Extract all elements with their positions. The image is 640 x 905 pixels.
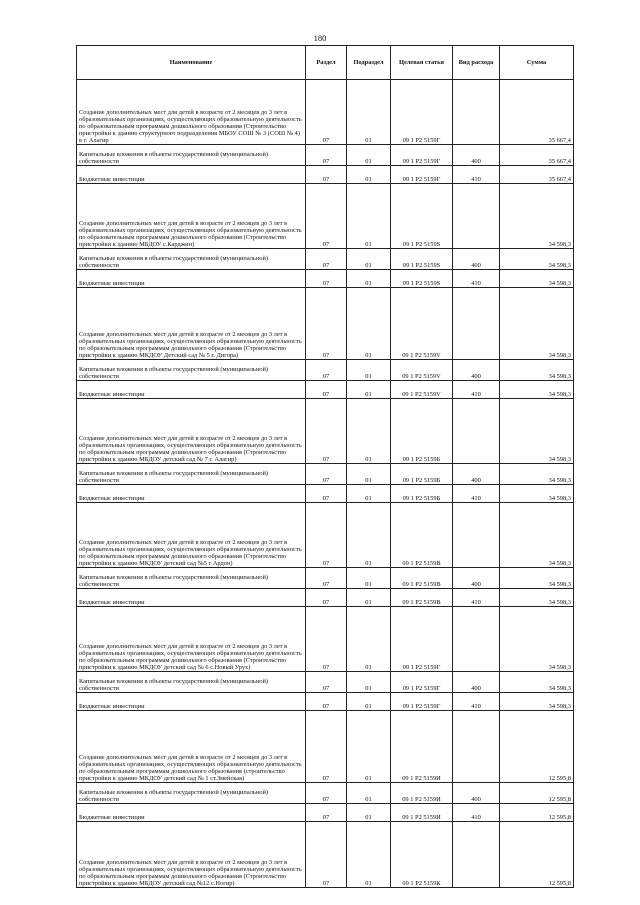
row-expense-type	[453, 822, 500, 888]
row-subsection: 01	[347, 607, 391, 672]
row-sum: 34 598,3	[500, 464, 574, 485]
row-sum: 34 598,3	[500, 249, 574, 270]
row-expense-type: 400	[453, 145, 500, 166]
table-row	[77, 783, 574, 804]
row-subsection: 01	[347, 485, 391, 503]
row-name: Создание дополнительных мест для детей в возрасте от 2 месяцев до 3 лет в образовательных организациях, осуществляющих образовательную деятельность по образовательным программам дошкольного образования (Строительство пристройки к зданию МКДОУ детский сад №5 г Ардон)	[77, 503, 306, 568]
row-target: 09 1 Р2 5159И	[391, 711, 453, 783]
table-row	[77, 145, 574, 166]
row-sum: 34 598,3	[500, 270, 574, 288]
row-subsection: 01	[347, 804, 391, 822]
row-expense-type	[453, 399, 500, 464]
row-section: 07	[306, 711, 347, 783]
row-sum: 12 595,8	[500, 783, 574, 804]
row-subsection: 01	[347, 270, 391, 288]
row-subsection: 01	[347, 166, 391, 184]
row-expense-type: 400	[453, 568, 500, 589]
row-subsection: 01	[347, 711, 391, 783]
table-row	[77, 80, 574, 145]
row-name: Бюджетные инвестиции	[77, 589, 306, 607]
row-sum: 34 598,3	[500, 672, 574, 693]
row-sum: 34 598,3	[500, 381, 574, 399]
row-target: 09 1 Р2 5159К	[391, 822, 453, 888]
row-section: 07	[306, 80, 347, 145]
row-sum: 12 595,8	[500, 711, 574, 783]
row-target: 09 1 Р2 5159Г	[391, 693, 453, 711]
row-expense-type: 400	[453, 249, 500, 270]
row-target: 09 1 Р2 5159В	[391, 568, 453, 589]
row-name: Капитальные вложения в объекты государственной (муниципальной) собственности	[77, 672, 306, 693]
row-subsection: 01	[347, 693, 391, 711]
table-row	[77, 672, 574, 693]
row-subsection: 01	[347, 399, 391, 464]
row-sum: 34 598,3	[500, 485, 574, 503]
row-section: 07	[306, 166, 347, 184]
table-row	[77, 166, 574, 184]
row-section: 07	[306, 485, 347, 503]
row-sum: 34 598,3	[500, 184, 574, 249]
table-row	[77, 568, 574, 589]
row-subsection: 01	[347, 503, 391, 568]
row-name: Создание дополнительных мест для детей в возрасте от 2 месяцев до 3 лет в образовательных организациях, осуществляющих образовательную деятельность по образовательным программам дошкольного образования (Строительство пристройки к зданию МКДОУ детский сад № 6 с.Новый Урух)	[77, 607, 306, 672]
table-row	[77, 607, 574, 672]
row-expense-type	[453, 80, 500, 145]
row-sum: 34 598,3	[500, 399, 574, 464]
budget-table	[76, 45, 574, 888]
row-target: 09 1 Р2 5159S	[391, 249, 453, 270]
table-row	[77, 503, 574, 568]
row-name: Капитальные вложения в объекты государственной (муниципальной) собственности	[77, 783, 306, 804]
row-section: 07	[306, 693, 347, 711]
row-subsection: 01	[347, 783, 391, 804]
table-row	[77, 589, 574, 607]
row-sum: 34 598,3	[500, 568, 574, 589]
row-expense-type: 410	[453, 589, 500, 607]
row-target: 09 1 Р2 5159Г	[391, 145, 453, 166]
row-section: 07	[306, 589, 347, 607]
row-target: 09 1 Р2 5159V	[391, 288, 453, 360]
row-expense-type	[453, 503, 500, 568]
row-section: 07	[306, 607, 347, 672]
table-row	[77, 288, 574, 360]
row-subsection: 01	[347, 145, 391, 166]
row-section: 07	[306, 288, 347, 360]
row-expense-type	[453, 711, 500, 783]
row-sum: 34 598,3	[500, 589, 574, 607]
table-row	[77, 399, 574, 464]
row-subsection: 01	[347, 464, 391, 485]
row-expense-type: 410	[453, 693, 500, 711]
row-section: 07	[306, 822, 347, 888]
row-expense-type: 400	[453, 360, 500, 381]
row-expense-type: 400	[453, 464, 500, 485]
table-row	[77, 804, 574, 822]
row-sum: 12 595,8	[500, 804, 574, 822]
table-row	[77, 464, 574, 485]
row-target: 09 1 Р2 5159Б	[391, 399, 453, 464]
row-section: 07	[306, 145, 347, 166]
row-name: Создание дополнительных мест для детей в возрасте от 2 месяцев до 3 лет в образовательных организациях, осуществляющих образовательную деятельность по образовательным программам дошкольного образования (Строительство пристройки к зданию МБДОУ детский сад №12 с.Ногир)	[77, 822, 306, 888]
row-sum: 34 598,3	[500, 288, 574, 360]
table-row	[77, 249, 574, 270]
page-number: 180	[313, 33, 327, 43]
row-expense-type: 410	[453, 381, 500, 399]
row-sum: 34 598,3	[500, 503, 574, 568]
row-section: 07	[306, 399, 347, 464]
header-section: Раздел	[306, 46, 347, 80]
row-target: 09 1 Р2 5159V	[391, 381, 453, 399]
row-name: Бюджетные инвестиции	[77, 804, 306, 822]
row-section: 07	[306, 783, 347, 804]
header-target: Целевая статья	[391, 46, 453, 80]
row-section: 07	[306, 804, 347, 822]
row-sum: 12 595,8	[500, 822, 574, 888]
row-name: Бюджетные инвестиции	[77, 166, 306, 184]
row-expense-type	[453, 288, 500, 360]
table-row	[77, 184, 574, 249]
row-name: Создание дополнительных мест для детей в возрасте от 2 месяцев до 3 лет в образовательных организациях, осуществляющих образовательную деятельность по образовательным программам дошкольного образования (Строительство пристройки к зданию МБДОУ детский сад № 7 г. Алагир)	[77, 399, 306, 464]
row-name: Создание дополнительных мест для детей в возрасте от 2 месяцев до 3 лет в образовательных организациях, осуществляющих образовательную деятельность по образовательным программам дошкольного образования (Строительство пристройки к зданию структурного подразделения МБОУ СОШ № 3 (СОШ № 4) в г. Алагир	[77, 80, 306, 145]
table-row	[77, 381, 574, 399]
row-target: 09 1 Р2 5159S	[391, 270, 453, 288]
row-target: 09 1 Р2 5159И	[391, 804, 453, 822]
row-name: Бюджетные инвестиции	[77, 270, 306, 288]
row-name: Капитальные вложения в объекты государственной (муниципальной) собственности	[77, 464, 306, 485]
table-row	[77, 693, 574, 711]
row-subsection: 01	[347, 288, 391, 360]
row-subsection: 01	[347, 381, 391, 399]
row-expense-type: 410	[453, 270, 500, 288]
row-subsection: 01	[347, 672, 391, 693]
header-subsection: Подраздел	[347, 46, 391, 80]
row-sum: 34 598,3	[500, 607, 574, 672]
row-name: Бюджетные инвестиции	[77, 693, 306, 711]
table-row	[77, 822, 574, 888]
table-row	[77, 711, 574, 783]
row-expense-type	[453, 184, 500, 249]
table-row	[77, 270, 574, 288]
table-row	[77, 485, 574, 503]
row-name: Создание дополнительных мест для детей в возрасте от 2 месяцев до 3 лет в образовательных организациях, осуществляющих образовательную деятельность по образовательным программам дошкольного образования (строительство пристройки к зданию МКДОУ детский сад № 1 ст.Змейская)	[77, 711, 306, 783]
row-section: 07	[306, 270, 347, 288]
row-sum: 35 667,4	[500, 166, 574, 184]
row-subsection: 01	[347, 568, 391, 589]
row-name: Бюджетные инвестиции	[77, 381, 306, 399]
row-expense-type	[453, 607, 500, 672]
header-expense-type: Вид расхода	[453, 46, 500, 80]
row-subsection: 01	[347, 80, 391, 145]
row-target: 09 1 Р2 5159Г	[391, 672, 453, 693]
row-sum: 34 598,3	[500, 693, 574, 711]
row-target: 09 1 Р2 5159В	[391, 503, 453, 568]
header-row	[77, 46, 574, 80]
row-sum: 35 667,4	[500, 80, 574, 145]
row-name: Бюджетные инвестиции	[77, 485, 306, 503]
row-section: 07	[306, 249, 347, 270]
row-sum: 35 667,4	[500, 145, 574, 166]
row-expense-type: 410	[453, 804, 500, 822]
row-target: 09 1 Р2 5159S	[391, 184, 453, 249]
row-expense-type: 400	[453, 783, 500, 804]
row-name: Капитальные вложения в объекты государственной (муниципальной) собственности	[77, 145, 306, 166]
row-target: 09 1 Р2 5159Б	[391, 464, 453, 485]
table-row	[77, 360, 574, 381]
row-target: 09 1 Р2 5159Б	[391, 485, 453, 503]
row-subsection: 01	[347, 360, 391, 381]
row-target: 09 1 Р2 5159Г	[391, 80, 453, 145]
row-section: 07	[306, 184, 347, 249]
row-section: 07	[306, 568, 347, 589]
row-name: Капитальные вложения в объекты государственной (муниципальной) собственности	[77, 568, 306, 589]
row-subsection: 01	[347, 589, 391, 607]
row-section: 07	[306, 672, 347, 693]
row-section: 07	[306, 464, 347, 485]
header-sum: Сумма	[500, 46, 574, 80]
row-expense-type: 410	[453, 166, 500, 184]
row-target: 09 1 Р2 5159Г	[391, 166, 453, 184]
row-section: 07	[306, 381, 347, 399]
header-name: Наименование	[77, 46, 306, 80]
row-name: Капитальные вложения в объекты государственной (муниципальной) собственности	[77, 249, 306, 270]
row-section: 07	[306, 503, 347, 568]
row-expense-type: 400	[453, 672, 500, 693]
row-section: 07	[306, 360, 347, 381]
row-name: Создание дополнительных мест для детей в возрасте от 2 месяцев до 3 лет в образовательных организациях, осуществляющих образовательную деятельность по образовательным программам дошкольного образования (Строительство пристройки к зданию МКДОУ Детский сад № 5 г. Дигора)	[77, 288, 306, 360]
row-target: 09 1 Р2 5159Г	[391, 607, 453, 672]
row-subsection: 01	[347, 249, 391, 270]
row-target: 09 1 Р2 5159В	[391, 589, 453, 607]
row-name: Капитальные вложения в объекты государственной (муниципальной) собственности	[77, 360, 306, 381]
row-name: Создание дополнительных мест для детей в возрасте от 2 месяцев до 3 лет в образовательных организациях, осуществляющих образовательную деятельность по образовательным программам дошкольного образования (Строительство пристройки к зданию МБДОУ с.Карджин)	[77, 184, 306, 249]
row-target: 09 1 Р2 5159И	[391, 783, 453, 804]
row-subsection: 01	[347, 822, 391, 888]
row-expense-type: 410	[453, 485, 500, 503]
row-target: 09 1 Р2 5159V	[391, 360, 453, 381]
row-sum: 34 598,3	[500, 360, 574, 381]
row-subsection: 01	[347, 184, 391, 249]
